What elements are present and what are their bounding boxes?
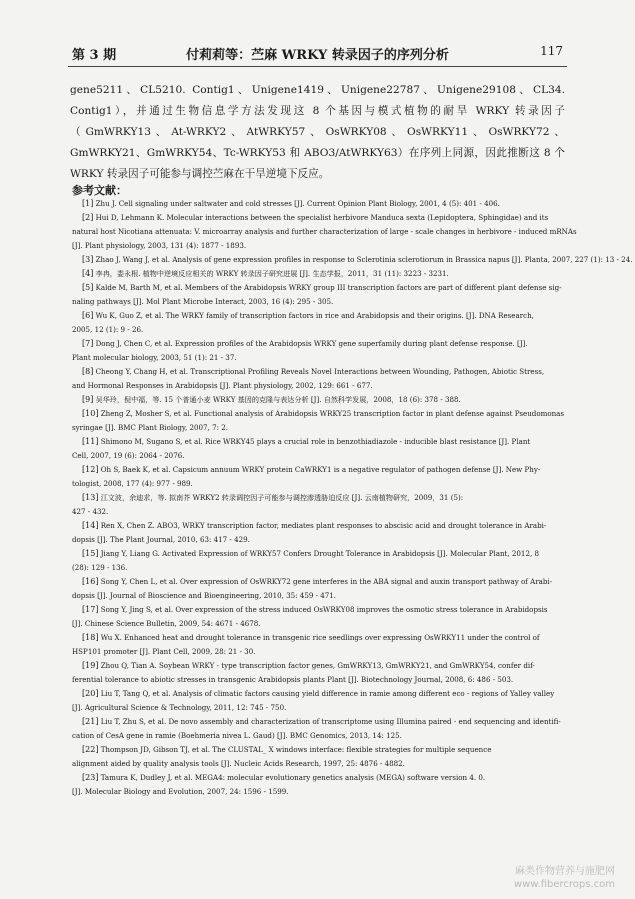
reference-item <box>72 365 567 393</box>
reference-number: [ 6 ] <box>82 311 93 320</box>
reference-number: [ 21 ] <box>82 717 98 726</box>
reference-number: [ 9 ] <box>82 395 93 404</box>
reference-item <box>72 463 567 491</box>
reference-line <box>72 351 567 365</box>
reference-line <box>72 379 567 393</box>
reference-item <box>72 407 567 435</box>
reference-item <box>72 519 567 547</box>
watermark-line-2: www.fibercrops.com <box>513 879 615 890</box>
reference-line <box>72 519 567 533</box>
reference-item <box>72 211 577 253</box>
reference-text: cation of CesA gene in ramie (Boehmeria nivea L. Gaud) [J]. BMC Genomics, 2013, 14: 125. <box>72 731 402 740</box>
body-paragraph-block <box>70 80 565 185</box>
reference-text: [J]. Chinese Science Bulletin, 2009, 54: 4671 - 4678. <box>72 619 261 628</box>
reference-item <box>72 435 567 463</box>
reference-text: dopsis [J]. Journal of Bioscience and Bioengineering, 2010, 35: 459 - 471. <box>72 591 337 600</box>
reference-line <box>72 309 567 323</box>
reference-text: (28): 129 - 136. <box>72 563 128 572</box>
reference-item <box>72 631 567 659</box>
issue-number: 第 3 期 <box>72 48 117 63</box>
reference-text: Zhu J. Cell signaling under saltwater and cold stresses [J]. Current Opinion Plant Biology, 2001, 4 (5): 401 - 406. <box>95 199 500 208</box>
reference-text: 427 - 432. <box>72 507 109 516</box>
reference-number: [ 10 ] <box>82 409 98 418</box>
reference-line <box>72 477 567 491</box>
reference-text: syringae [J]. BMC Plant Biology, 2007, 7: 2. <box>72 423 228 432</box>
reference-number: [ 8 ] <box>82 367 93 376</box>
reference-text: Kalde M, Barth M, et al. Members of the Arabidopsis WRKY group III transcription factors are part of different plant defense sig- <box>95 283 562 292</box>
reference-text: HSP101 promoter [J]. Plant Cell, 2009, 28: 21 - 30. <box>72 647 256 656</box>
reference-text: Tamura K, Dudley J, et al. MEGA4: molecular evolutionary genetics analysis (MEGA) software version 4. 0. <box>100 773 486 782</box>
reference-item <box>72 281 567 309</box>
reference-item <box>72 309 567 337</box>
reference-text: 江文波，余迪求，等. 拟南芥 WRKY2 转录调控因子可能参与调控渗透胁迫反应 [J]. 云南植物研究，2009，31 (5): <box>100 493 464 502</box>
references-heading: 参考文献： <box>72 184 127 197</box>
reference-text: dopsis [J]. The Plant Journal, 2010, 63: 417 - 429. <box>72 535 250 544</box>
reference-text: Dong J, Chen C, et al. Expression profiles of the Arabidopsis WRKY gene superfamily during plant defense response. [J]. <box>95 339 528 348</box>
reference-line <box>72 463 567 477</box>
reference-line <box>72 729 567 743</box>
reference-item <box>72 771 567 799</box>
reference-text: Shimono M, Sugano S, et al. Rice WRKY45 plays a crucial role in benzothiadiazole - inducible blast resistance [J]. Plant <box>100 437 531 446</box>
reference-item <box>72 197 567 211</box>
reference-line <box>72 253 633 267</box>
body-paragraph: gene5211、CL5210. Contig1、Unigene1419、Unigene22787、Unigene29108、CL34. Contig1），并通过生物信息学方法发现这 8 个基因与模式植物的耐旱 WRKY 转录因子（GmWRKY13、At-WRKY2、AtWRKY57、OsWRKY08、OsWRKY11、OsWRKY72、GmWRKY21、GmWRKY54、Tc-WRKY53 和 ABO3/AtWRKY63）在序列上同源，因此推断这 8 个 WRKY 转录因子可能参与调控苎麻在干旱逆境下反应。 <box>70 84 565 180</box>
reference-line <box>72 197 567 211</box>
reference-item <box>72 659 567 687</box>
reference-number: [ 1 ] <box>82 199 93 208</box>
reference-text: [J]. Plant physiology, 2003, 131 (4): 1877 - 1893. <box>72 241 247 250</box>
reference-number: [ 12 ] <box>82 465 98 474</box>
reference-item <box>72 253 633 267</box>
reference-line <box>72 267 567 281</box>
reference-line <box>72 491 567 505</box>
reference-line <box>72 407 567 421</box>
reference-line <box>72 743 567 757</box>
reference-line <box>72 715 567 729</box>
reference-item <box>72 687 567 715</box>
reference-number: [ 20 ] <box>82 689 98 698</box>
reference-text: [J]. Agricultural Science & Technology, 2011, 12: 745 - 750. <box>72 703 287 712</box>
reference-text: Plant molecular biology, 2003, 51 (1): 21 - 37. <box>72 353 237 362</box>
reference-text: Jiang Y, Liang G. Activated Expression of WRKY57 Confers Drought Tolerance in Arabidopsis [J]. Molecular Plant, 2012, 8 <box>100 549 539 558</box>
reference-line <box>72 323 567 337</box>
reference-text: Cheong Y, Chang H, et al. Transcriptional Profiling Reveals Novel Interactions between Wounding, Pathogen, Abiotic Stress, <box>95 367 545 376</box>
reference-text: natural host Nicotiana attenuata: V. microarray analysis and further characterization of large - scale changes in herbivore - induced mRNAs <box>72 227 577 236</box>
reference-number: [ 5 ] <box>82 283 93 292</box>
reference-item <box>72 715 567 743</box>
watermark-line-1: 麻类作物营养与施肥网 <box>515 866 615 877</box>
reference-text: Zhao J, Wang J, et al. Analysis of gene expression profiles in response to Sclerotinia sclerotiorum in Brassica napus [J]. Planta, 2007, 227 (1): 13 - 24. <box>95 255 633 264</box>
reference-line <box>72 239 567 253</box>
reference-text: ferential tolerance to abiotic stresses in transgenic Arabidopsis plants Plant [J]. Biotechnology Journal, 2008, 6: 486 - 503. <box>72 675 514 684</box>
reference-line <box>72 561 567 575</box>
reference-text: alignment aided by quality analysis tools [J]. Nucleic Acids Research, 1997, 25: 4876 - 4882. <box>72 759 405 768</box>
reference-text: naling pathways [J]. Mol Plant Microbe Interact, 2003, 16 (4): 295 - 305. <box>72 297 334 306</box>
reference-number: [ 3 ] <box>82 255 93 264</box>
reference-text: Liu T, Zhu S, et al. De novo assembly and characterization of transcriptome using Illumina paired - end sequencing and identifi- <box>100 717 561 726</box>
reference-number: [ 11 ] <box>82 437 98 446</box>
reference-item <box>72 267 567 281</box>
reference-number: [ 23 ] <box>82 773 98 782</box>
reference-number: [ 13 ] <box>82 493 98 502</box>
reference-line <box>72 435 567 449</box>
watermark <box>514 865 615 891</box>
reference-number: [ 2 ] <box>82 213 93 222</box>
reference-text: [J]. Molecular Biology and Evolution, 2007, 24: 1596 - 1599. <box>72 787 289 796</box>
reference-line <box>72 645 567 659</box>
page-header <box>72 44 563 64</box>
reference-text: Wu X. Enhanced heat and drought tolerance in transgenic rice seedlings over expressing OsWRKY11 under the control of <box>100 633 540 642</box>
reference-number: [ 18 ] <box>82 633 98 642</box>
reference-line <box>72 547 567 561</box>
reference-line <box>72 659 567 673</box>
running-title: 付莉莉等：苎麻 WRKY 转录因子的序列分析 <box>186 48 449 63</box>
reference-line <box>72 757 567 771</box>
reference-number: [ 19 ] <box>82 661 98 670</box>
reference-line <box>72 589 567 603</box>
reference-text: Zheng Z, Mosher S, et al. Functional analysis of Arabidopsis WRKY25 transcription factor in plant defense against Pseudomonas <box>100 409 565 418</box>
page-number: 117 <box>540 44 563 58</box>
reference-item <box>72 547 567 575</box>
reference-line <box>72 449 567 463</box>
reference-number: [ 16 ] <box>82 577 98 586</box>
reference-line <box>72 533 567 547</box>
reference-number: [ 4 ] <box>82 269 93 278</box>
reference-text: Hui D, Lehmann K. Molecular interactions between the specialist herbivore Manduca sexta (Lepidoptera, Sphingidae) and its <box>95 213 549 222</box>
reference-text: Ren X, Chen Z. ABO3, WRKY transcription factor, mediates plant responses to abscisic acid and drought tolerance in Arabi- <box>100 521 547 530</box>
reference-line <box>72 701 567 715</box>
reference-number: [ 22 ] <box>82 745 98 754</box>
reference-line <box>72 337 567 351</box>
reference-text: tologist, 2008, 177 (4): 977 - 989. <box>72 479 193 488</box>
reference-text: 吴华玲，倪中福，等. 15 个普通小麦 WRKY 基因的克隆与表达分析 [J]. 自然科学发展，2008，18 (6): 378 - 388. <box>95 395 461 404</box>
reference-text: Thompson JD, Gibson TJ, et al. The CLUSTAL_ X windows interface: flexible strategies for multiple sequence <box>100 745 492 754</box>
reference-line <box>72 393 567 407</box>
reference-line <box>72 603 567 617</box>
reference-line <box>72 505 567 519</box>
reference-number: [ 7 ] <box>82 339 93 348</box>
reference-line <box>72 365 567 379</box>
reference-text: 2005, 12 (1): 9 - 26. <box>72 325 144 334</box>
reference-text: 李冉，娄永根. 植物中逆境反应相关的 WRKY 转录因子研究进展 [J]. 生态学报，2011，31 (11): 3223 - 3231. <box>95 269 449 278</box>
reference-number: [ 15 ] <box>82 549 98 558</box>
reference-item <box>72 603 567 631</box>
header-rule <box>68 66 567 67</box>
reference-line <box>72 687 567 701</box>
reference-text: and Hormonal Responses in Arabidopsis [J]. Plant physiology, 2002, 129: 661 - 677. <box>72 381 373 390</box>
reference-line <box>72 281 567 295</box>
reference-text: Song Y, Jing S, et al. Over expression of the stress induced OsWRKY08 improves the osmotic stress tolerance in Arabidopsis <box>100 605 548 614</box>
reference-text: Zhou Q, Tian A. Soybean WRKY - type transcription factor genes, GmWRKY13, GmWRKY21, and GmWRKY54, confer dif- <box>100 661 535 670</box>
reference-text: Oh S, Baek K, et al. Capsicum annuum WRKY protein CaWRKY1 is a negative regulator of pathogen defense [J]. New Phy- <box>100 465 541 474</box>
reference-number: [ 17 ] <box>82 605 98 614</box>
reference-line <box>72 673 567 687</box>
reference-text: Wu K, Guo Z, et al. The WRKY family of transcription factors in rice and Arabidopsis and their origins. [J]. DNA Research, <box>95 311 534 320</box>
reference-item <box>72 393 567 407</box>
reference-item <box>72 337 567 365</box>
reference-text: Song Y, Chen L, et al. Over expression of OsWRKY72 gene interferes in the ABA signal and auxin transport pathway of Arabi- <box>100 577 553 586</box>
reference-line <box>72 771 567 785</box>
reference-line <box>72 575 567 589</box>
references-list <box>72 197 633 799</box>
reference-item <box>72 491 567 519</box>
reference-line <box>72 211 567 225</box>
reference-line <box>72 295 567 309</box>
reference-line <box>72 617 567 631</box>
reference-line <box>72 631 567 645</box>
reference-line <box>72 225 577 239</box>
reference-line <box>72 785 567 799</box>
reference-text: Cell, 2007, 19 (6): 2064 - 2076. <box>72 451 185 460</box>
reference-text: Liu T, Tang Q, et al. Analysis of climatic factors causing yield difference in ramie among different eco - regions of Yalley valley <box>100 689 555 698</box>
reference-number: [ 14 ] <box>82 521 98 530</box>
reference-line <box>72 421 567 435</box>
reference-item <box>72 575 567 603</box>
reference-item <box>72 743 567 771</box>
